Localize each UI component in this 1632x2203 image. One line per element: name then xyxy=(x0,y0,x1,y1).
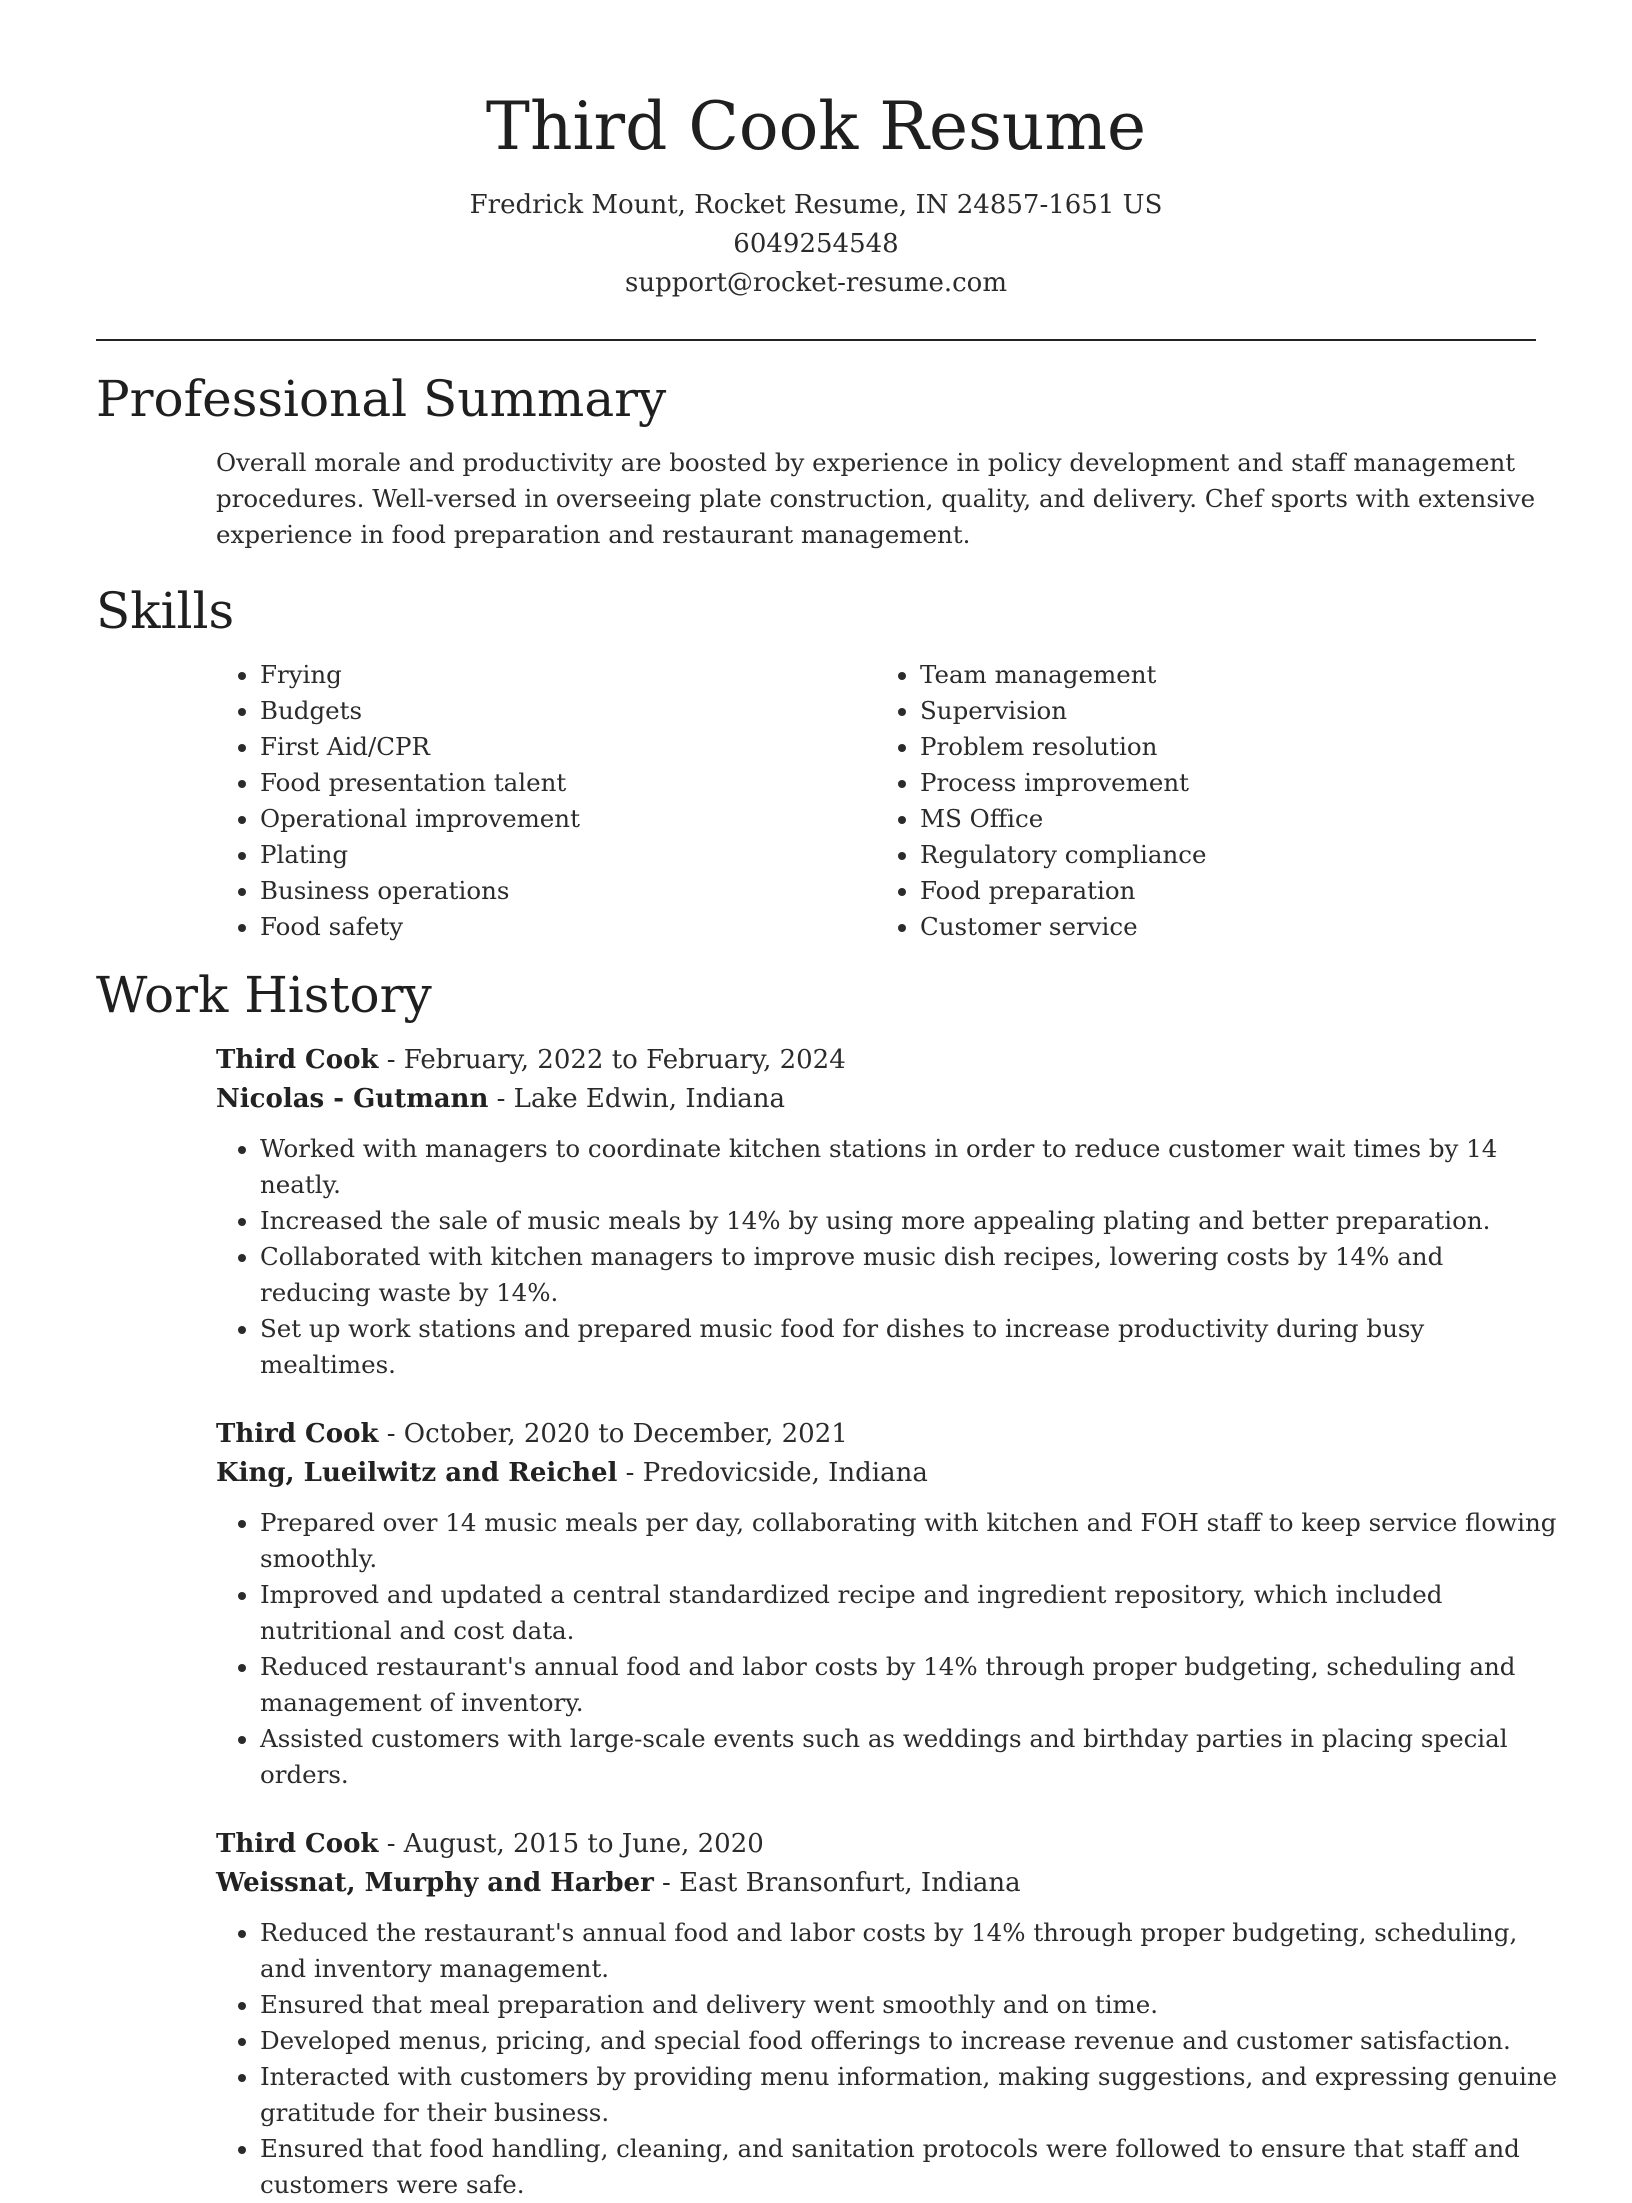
skill-item: • First Aid/CPR xyxy=(260,729,876,765)
job-entry xyxy=(216,1415,1557,1793)
skills-heading: Skills xyxy=(96,582,235,640)
skills-section xyxy=(96,579,1536,945)
job-company: Nicolas - Gutmann xyxy=(216,1084,489,1114)
summary-body xyxy=(216,445,1536,553)
job-company-line xyxy=(216,1454,1536,1493)
skill-item: • Food safety xyxy=(260,909,876,945)
work-history-section xyxy=(96,963,1558,2203)
job-title: Third Cook xyxy=(216,1829,379,1859)
skill-item: • Supervision xyxy=(920,693,1536,729)
contact-phone: 6049254548 xyxy=(733,229,899,259)
job-company: Weissnat, Murphy and Harber xyxy=(216,1868,654,1898)
job-bullet: • Reduced the restaurant's annual food and labor costs by 14% through proper budgeting, scheduling, and inventory management. xyxy=(260,1915,1560,1987)
skill-item: • Customer service xyxy=(920,909,1536,945)
skill-item: • Operational improvement xyxy=(260,801,876,837)
job-title: Third Cook xyxy=(216,1045,379,1075)
job-company: King, Lueilwitz and Reichel xyxy=(216,1458,618,1488)
skill-item: • Frying xyxy=(260,657,876,693)
job-bullet: • Interacted with customers by providing menu information, making suggestions, and expressing genuine gratitude for their business. xyxy=(260,2059,1560,2131)
summary-section xyxy=(96,367,1536,553)
job-entry xyxy=(216,1041,1536,1383)
skill-item: • Business operations xyxy=(260,873,876,909)
contact-address: Fredrick Mount, Rocket Resume, IN 24857-1651 US xyxy=(469,190,1163,220)
summary-heading: Professional Summary xyxy=(96,370,667,428)
job-entry xyxy=(216,1825,1558,2203)
job-bullet: • Ensured that meal preparation and delivery went smoothly and on time. xyxy=(260,1987,1560,2023)
job-dates: - August, 2015 to June, 2020 xyxy=(378,1829,764,1859)
job-bullet: • Set up work stations and prepared music food for dishes to increase productivity during busy mealtimes. xyxy=(260,1311,1560,1383)
job-bullets xyxy=(216,1131,1560,1383)
skill-item: • Budgets xyxy=(260,693,876,729)
skill-item: • Process improvement xyxy=(920,765,1536,801)
skill-item: • MS Office xyxy=(920,801,1536,837)
job-bullets xyxy=(216,1505,1560,1793)
job-bullet: • Collaborated with kitchen managers to improve music dish recipes, lowering costs by 14% and reducing waste by 14%. xyxy=(260,1239,1560,1311)
job-dates: - February, 2022 to February, 2024 xyxy=(378,1045,846,1075)
skills-list-right xyxy=(876,657,1536,945)
job-title: Third Cook xyxy=(216,1419,379,1449)
skills-grid xyxy=(216,657,1536,945)
resume-title: Third Cook Resume xyxy=(485,88,1147,165)
contact-email: support@rocket-resume.com xyxy=(624,268,1007,298)
header-divider xyxy=(96,339,1536,341)
job-dates: - October, 2020 to December, 2021 xyxy=(378,1419,848,1449)
skill-item: • Food preparation xyxy=(920,873,1536,909)
skill-item: • Plating xyxy=(260,837,876,873)
skill-item: • Team management xyxy=(920,657,1536,693)
job-location: - Lake Edwin, Indiana xyxy=(488,1084,786,1114)
job-bullet: • Ensured that food handling, cleaning, and sanitation protocols were followed to ensure that staff and customers were safe. xyxy=(260,2131,1560,2203)
job-company-line xyxy=(216,1864,1536,1903)
job-title-line xyxy=(216,1825,1536,1864)
job-bullet: • Assisted customers with large-scale events such as weddings and birthday parties in placing special orders. xyxy=(260,1721,1560,1793)
skill-item: • Problem resolution xyxy=(920,729,1536,765)
job-company-line xyxy=(216,1080,1536,1119)
job-bullet: • Reduced restaurant's annual food and labor costs by 14% through proper budgeting, scheduling and management of inventory. xyxy=(260,1649,1560,1721)
job-title-line xyxy=(216,1415,1536,1454)
skill-item: • Food presentation talent xyxy=(260,765,876,801)
summary-text: Overall morale and productivity are boosted by experience in policy development and staff management procedures. Well-versed in overseeing plate construction, quality, and delivery. Chef sports with extensive experience in food preparation and restaurant management. xyxy=(216,448,1536,549)
job-bullet: • Developed menus, pricing, and special food offerings to increase revenue and customer satisfaction. xyxy=(260,2023,1560,2059)
job-bullet: • Improved and updated a central standardized recipe and ingredient repository, which included nutritional and cost data. xyxy=(260,1577,1560,1649)
contact-info xyxy=(96,186,1536,303)
job-title-line xyxy=(216,1041,1536,1080)
work-history-heading: Work History xyxy=(96,966,432,1024)
job-bullet: • Increased the sale of music meals by 14% by using more appealing plating and better preparation. xyxy=(260,1203,1560,1239)
job-bullet: • Prepared over 14 music meals per day, collaborating with kitchen and FOH staff to keep service flowing smoothly. xyxy=(260,1505,1560,1577)
job-bullets xyxy=(216,1915,1560,2203)
skill-item: • Regulatory compliance xyxy=(920,837,1536,873)
resume-page xyxy=(96,0,1558,2203)
resume-header xyxy=(96,0,1536,303)
job-location: - East Bransonfurt, Indiana xyxy=(653,1868,1021,1898)
skills-list-left xyxy=(216,657,876,945)
job-bullet: • Worked with managers to coordinate kitchen stations in order to reduce customer wait times by 14 neatly. xyxy=(260,1131,1560,1203)
job-location: - Predovicside, Indiana xyxy=(617,1458,928,1488)
